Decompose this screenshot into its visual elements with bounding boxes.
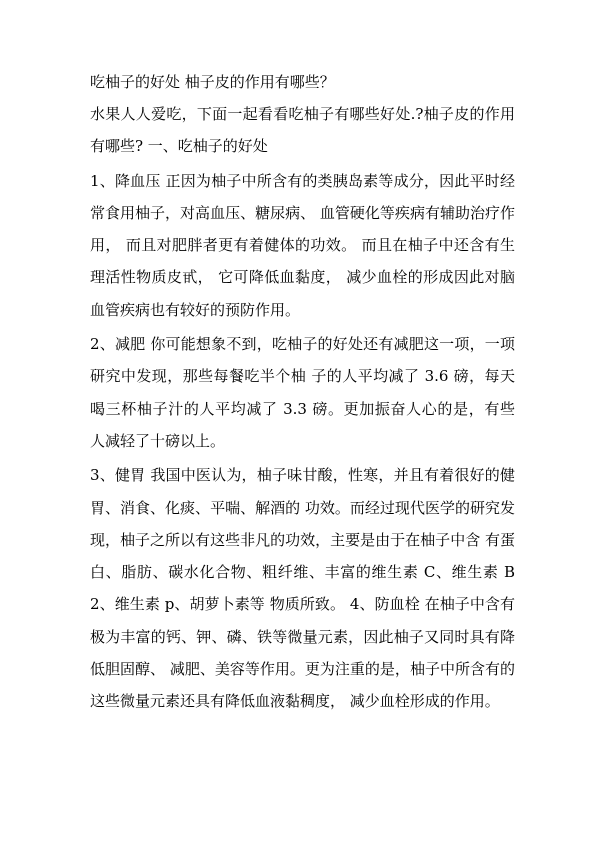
intro-paragraph: 水果人人爱吃，下面一起看看吃柚子有哪些好处.?柚子皮的作用有哪些? 一、吃柚子的好处 bbox=[90, 105, 515, 156]
page-title: 吃柚子的好处 柚子皮的作用有哪些？ bbox=[90, 73, 335, 91]
paragraph-stomach-and-thrombosis: 3、健胃 我国中医认为，柚子味甘酸，性寒，并且有着很好的健胃、消食、化痰、平喘、解酒的 功效。而经过现代医学的研究发现，柚子之所以有这些非凡的功效，主要是由于在柚子中含 有蛋白、脂肪、碳水化合物、粗纤维、丰富的维生素 C、维生素 B2、维生素 p、胡萝卜素等 物质所致。 4、防血栓 在柚子中含有极为丰富的钙、钾、磷、铁等微量元素，因此柚子又同时具有降低胆固醇、 减肥、美容等作用。更为注重的是，柚子中所含有的这些微量元素还具有降低血液黏稠度， 减少血栓形成的作用。 bbox=[90, 466, 515, 711]
document-body bbox=[90, 66, 515, 720]
paragraph-weight-loss: 2、减肥 你可能想象不到，吃柚子的好处还有减肥这一项，一项研究中发现，那些每餐吃半个柚 子的人平均减了 3.6 磅，每天喝三杯柚子汁的人平均减了 3.3 磅。更加振奋人心的是，有些 人减轻了十磅以上。 bbox=[90, 335, 515, 450]
paragraph-lower-blood-pressure: 1、降血压 正因为柚子中所含有的类胰岛素等成分，因此平时经常食用柚子，对高血压、糖尿病、 血管硬化等疾病有辅助治疗作用， 而且对肥胖者更有着健体的功效。 而且在柚子中还含有生 理活性物质皮甙， 它可降低血黏度， 减少血栓的形成因此对脑血管疾病也有较好的预防作用。 bbox=[90, 171, 515, 319]
